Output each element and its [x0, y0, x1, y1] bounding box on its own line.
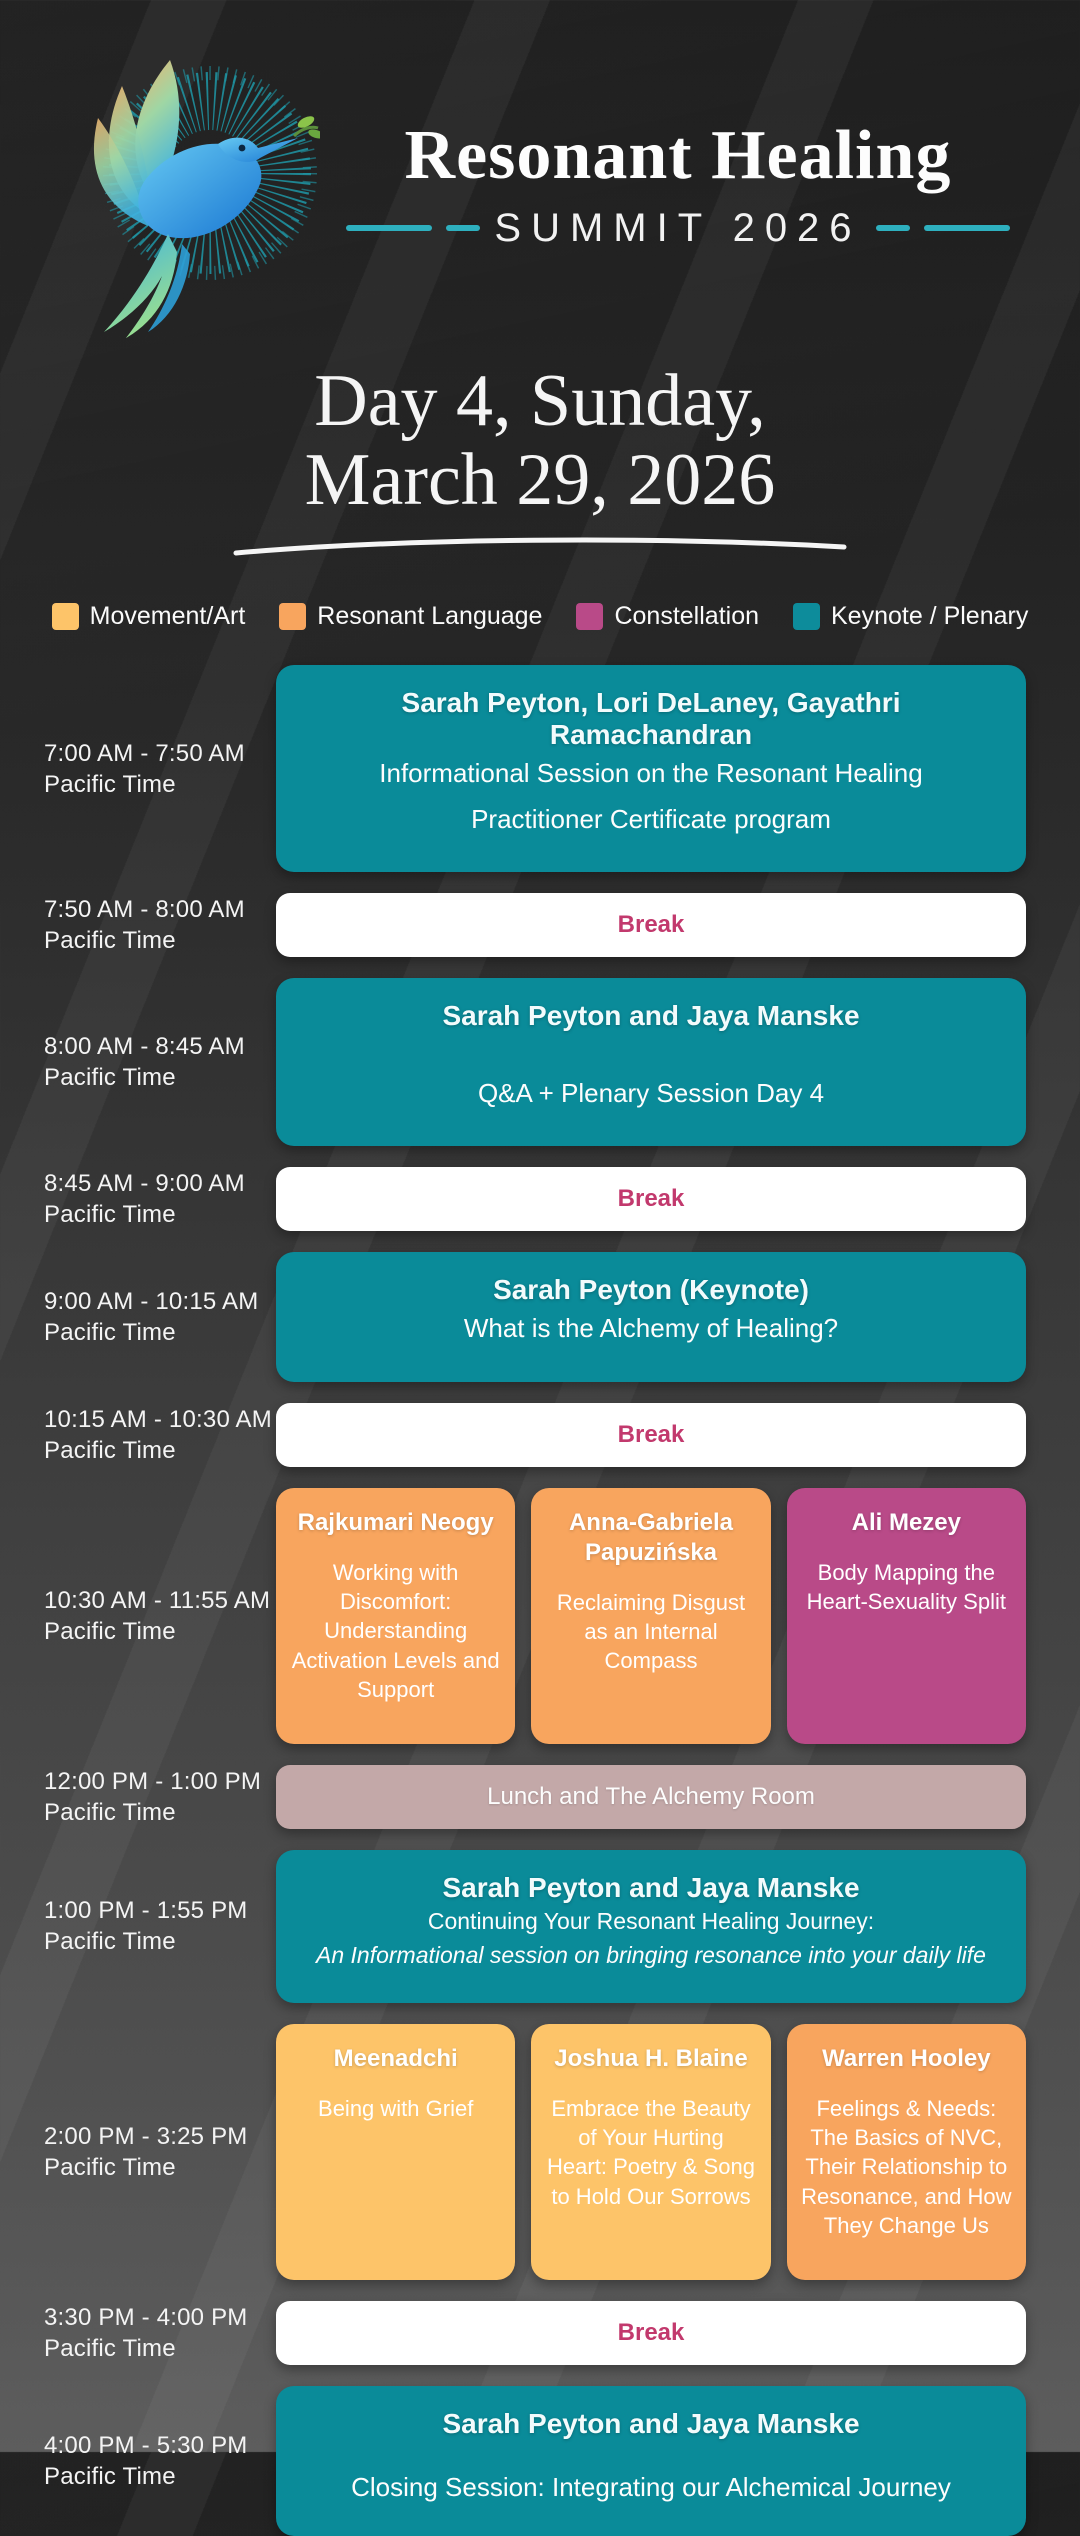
legend-item-movement-art: Movement/Art — [52, 602, 246, 631]
session-subtitle: An Informational session on bringing resonance into your daily life — [316, 1942, 986, 1969]
day-title-block — [0, 362, 1080, 560]
session-card-constellation — [787, 1488, 1026, 1744]
schedule-row — [44, 893, 1026, 957]
session-title: Being with Grief — [318, 2095, 474, 2121]
time-label: 1:00 PM - 1:55 PM Pacific Time — [44, 1897, 248, 1956]
summit-subtitle: SUMMIT 2026 — [494, 205, 862, 250]
legend-item-resonant-language: Resonant Language — [279, 602, 542, 631]
constellation-swatch-icon — [576, 603, 603, 630]
schedule-row — [44, 1403, 1026, 1467]
session-card-resonant-language — [787, 2024, 1026, 2280]
session-card-movement-art — [276, 2024, 515, 2280]
schedule-row — [44, 1765, 1026, 1829]
session-card-keynote — [276, 665, 1026, 872]
accent-dash-icon — [924, 225, 1010, 231]
schedule — [0, 665, 1080, 2536]
lunch-label: Lunch and The Alchemy Room — [487, 1782, 815, 1810]
session-title: Working with Discomfort: Understanding Activation Levels and Support — [291, 1559, 500, 1702]
session-speaker: Joshua H. Blaine — [554, 2044, 748, 2072]
session-card-resonant-language — [276, 1488, 515, 1744]
session-title: Body Mapping the Heart-Sexuality Split — [806, 1559, 1006, 1615]
session-speaker: Rajkumari Neogy — [297, 1508, 494, 1536]
movement-art-swatch-icon — [52, 603, 79, 630]
keynote-plenary-swatch-icon — [793, 603, 820, 630]
schedule-row — [44, 2386, 1026, 2536]
session-title: Continuing Your Resonant Healing Journey: An Informational session on bringing resonance into your daily life — [316, 1904, 986, 1973]
hummingbird-logo-icon — [70, 48, 320, 348]
schedule-row — [44, 1167, 1026, 1231]
session-speaker: Meenadchi — [333, 2044, 458, 2072]
session-title: What is the Alchemy of Healing? — [463, 1313, 839, 1344]
accent-dash-icon — [876, 225, 910, 231]
break-card — [276, 1167, 1026, 1231]
time-label: 10:15 AM - 10:30 AM Pacific Time — [44, 1405, 272, 1464]
accent-dash-icon — [446, 225, 480, 231]
time-label: 4:00 PM - 5:30 PM Pacific Time — [44, 2431, 248, 2490]
session-speaker: Ali Mezey — [851, 1508, 961, 1536]
summit-subtitle-row — [346, 206, 1009, 251]
lunch-card — [276, 1765, 1026, 1829]
break-card — [276, 1403, 1026, 1467]
schedule-row — [44, 1488, 1026, 1744]
break-card — [276, 893, 1026, 957]
time-label: 8:45 AM - 9:00 AM Pacific Time — [44, 1170, 245, 1229]
session-speaker: Sarah Peyton and Jaya Manske — [442, 1871, 860, 1903]
session-speaker: Anna-Gabriela Papuzińska — [568, 1508, 734, 1566]
time-label: 2:00 PM - 3:25 PM Pacific Time — [44, 2122, 248, 2181]
legend — [20, 602, 1060, 631]
hummingbird-logo — [70, 48, 320, 348]
session-title: Q&A + Plenary Session Day 4 — [477, 1077, 825, 1108]
session-title: Closing Session: Integrating our Alchemical Journey — [351, 2472, 951, 2503]
session-speaker: Warren Hooley — [822, 2044, 991, 2072]
header — [0, 0, 1080, 348]
time-label: 7:50 AM - 8:00 AM Pacific Time — [44, 896, 245, 955]
break-label: Break — [617, 911, 685, 939]
legend-item-keynote-plenary: Keynote / Plenary — [793, 602, 1028, 631]
schedule-row — [44, 978, 1026, 1146]
summit-title: Resonant Healing — [404, 116, 952, 194]
resonant-language-swatch-icon — [279, 603, 306, 630]
time-label: 7:00 AM - 7:50 AM Pacific Time — [44, 739, 245, 798]
session-speaker: Sarah Peyton and Jaya Manske — [442, 2407, 860, 2439]
schedule-row — [44, 665, 1026, 872]
day-title-line1: Day 4, Sunday, — [314, 360, 766, 442]
day-title-line2: March 29, 2026 — [304, 439, 776, 522]
time-label: 3:30 PM - 4:00 PM Pacific Time — [44, 2303, 248, 2362]
schedule-row — [44, 1850, 1026, 2003]
session-title: Reclaiming Disgust as an Internal Compass — [556, 1589, 746, 1674]
session-card-keynote — [276, 1252, 1026, 1382]
time-label: 12:00 PM - 1:00 PM Pacific Time — [44, 1767, 262, 1826]
session-title: Embrace the Beauty of Your Hurting Heart: Poetry & Song to Hold Our Sorrows — [547, 2095, 755, 2209]
session-speaker: Sarah Peyton (Keynote) — [493, 1274, 809, 1306]
accent-dash-icon — [346, 225, 432, 231]
session-card-keynote — [276, 978, 1026, 1146]
break-card — [276, 2301, 1026, 2365]
schedule-row — [44, 2024, 1026, 2280]
time-label: 9:00 AM - 10:15 AM Pacific Time — [44, 1287, 259, 1347]
schedule-row — [44, 1252, 1026, 1382]
time-label: 8:00 AM - 8:45 AM Pacific Time — [44, 1033, 245, 1092]
break-label: Break — [617, 1185, 685, 1213]
session-card-keynote — [276, 2386, 1026, 2536]
session-title: Feelings & Needs: The Basics of NVC, Their Relationship to Resonance, and How They Change Us — [801, 2095, 1012, 2238]
brand-block — [346, 116, 1009, 251]
time-label: 10:30 AM - 11:55 AM Pacific Time — [44, 1586, 271, 1645]
break-label: Break — [617, 2318, 685, 2346]
session-card-keynote — [276, 1850, 1026, 2003]
break-label: Break — [617, 1420, 685, 1448]
session-speaker: Sarah Peyton, Lori DeLaney, Gayathri Ramachandran — [401, 687, 901, 751]
session-card-resonant-language — [531, 1488, 770, 1744]
underline-swoosh-icon — [230, 534, 850, 560]
schedule-row — [44, 2301, 1026, 2365]
session-title: Informational Session on the Resonant Healing Practitioner Certificate program — [379, 758, 923, 834]
session-speaker: Sarah Peyton and Jaya Manske — [442, 1000, 860, 1032]
legend-item-constellation: Constellation — [576, 602, 759, 631]
session-card-movement-art — [531, 2024, 770, 2280]
